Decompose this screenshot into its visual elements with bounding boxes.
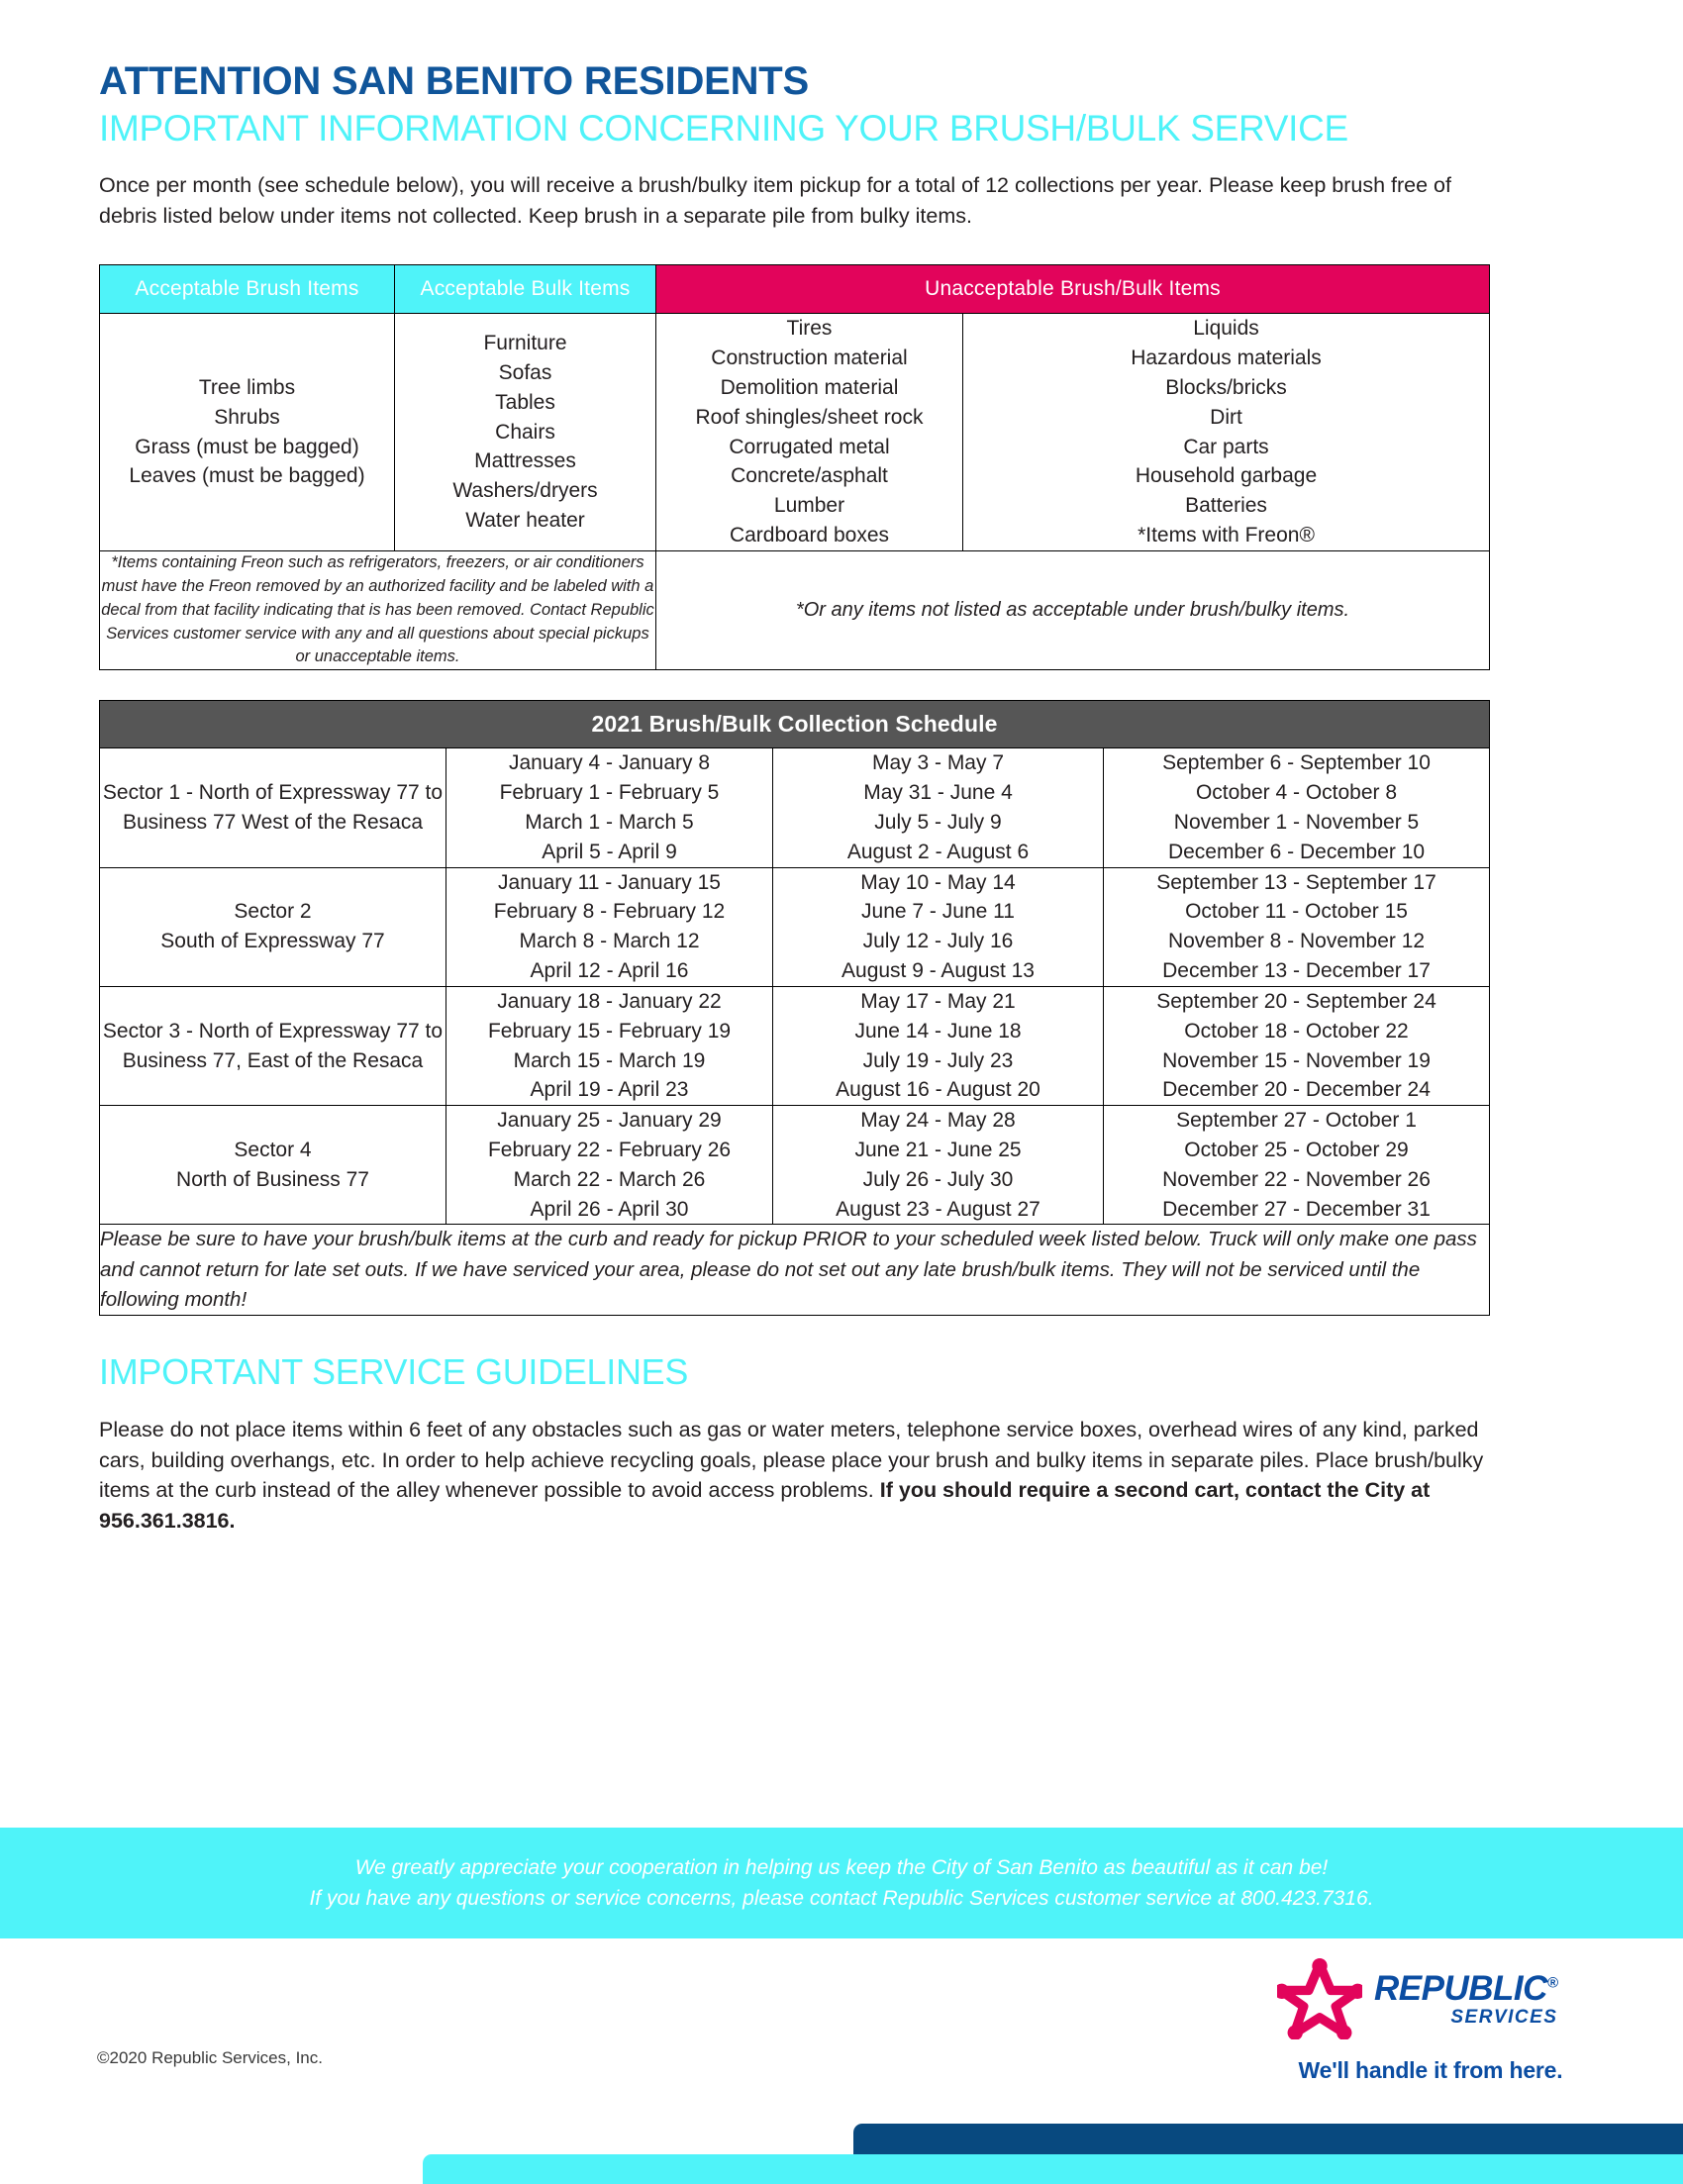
sector-label: Sector 4 North of Business 77 [100, 1106, 446, 1225]
header-acceptable-brush: Acceptable Brush Items [100, 265, 395, 314]
header-unacceptable: Unacceptable Brush/Bulk Items [656, 265, 1490, 314]
sector-dates-q2: May 10 - May 14 June 7 - June 11 July 12 - July 16 August 9 - August 13 [773, 867, 1104, 986]
logo-mark-and-words [1277, 1958, 1584, 2039]
items-header-row [100, 265, 1490, 314]
cell-acceptable-brush: Tree limbs Shrubs Grass (must be bagged) Leaves (must be bagged) [100, 314, 395, 551]
logo-tagline: We'll handle it from here. [1298, 2057, 1563, 2083]
sector-dates-q1: January 11 - January 15 February 8 - February 12 March 8 - March 12 April 12 - April 16 [446, 867, 773, 986]
collection-schedule-table [99, 700, 1490, 1316]
items-body-row [100, 314, 1490, 551]
table-row [100, 867, 1490, 986]
guidelines-title: IMPORTANT SERVICE GUIDELINES [99, 1351, 689, 1393]
table-row [100, 748, 1490, 867]
sector-dates-q3: September 13 - September 17 October 11 - October 15 November 8 - November 12 December 13 - December 17 [1104, 867, 1490, 986]
guidelines-text-bold: If you should require a second cart, contact the City at 956.361.3816. [99, 1478, 1431, 1533]
intro-paragraph: Once per month (see schedule below), you will receive a brush/bulky item pickup for a total of 12 collections per year. Please keep brush free of debris listed below under items not collected. Keep brush in a separate pile from bulky items. [99, 173, 1451, 228]
logo-services-text: SERVICES [1450, 2007, 1558, 2028]
sector-label: Sector 1 - North of Expressway 77 to Business 77 West of the Resaca [100, 748, 446, 867]
document-content [99, 59, 1588, 1557]
guidelines-body [99, 1415, 1525, 1536]
republic-star-icon [1277, 1958, 1362, 2039]
appreciation-banner [0, 1828, 1683, 1938]
bottom-bar-blue [853, 2124, 1683, 2157]
header-acceptable-bulk: Acceptable Bulk Items [395, 265, 656, 314]
page-title: ATTENTION SAN BENITO RESIDENTS [99, 59, 810, 103]
acceptable-items-table [99, 264, 1490, 670]
sector-dates-q3: September 20 - September 24 October 18 - October 22 November 15 - November 19 December 20 - December 24 [1104, 986, 1490, 1105]
sector-dates-q3: September 27 - October 1 October 25 - October 29 November 22 - November 26 December 27 - December 31 [1104, 1106, 1490, 1225]
registered-mark-icon: ® [1546, 1974, 1558, 1992]
table-row [100, 986, 1490, 1105]
sector-dates-q1: January 18 - January 22 February 15 - February 19 March 15 - March 19 April 19 - April 23 [446, 986, 773, 1105]
bottom-bar-cyan [423, 2154, 1683, 2184]
cell-acceptable-bulk: Furniture Sofas Tables Chairs Mattresses Washers/dryers Water heater [395, 314, 656, 551]
sector-label: Sector 3 - North of Expressway 77 to Business 77, East of the Resaca [100, 986, 446, 1105]
guidelines-text-normal: Please do not place items within 6 feet of any obstacles such as gas or water meters, telephone service boxes, overhead wires of any kind, parked cars, building overhangs, etc. In order to help achieve recycling goals, please place your brush and bulky items in separate piles. Place brush/bulky items at the curb instead of the alley whenever possible to avoid access problems. [99, 1418, 1484, 1503]
banner-line-2: If you have any questions or service concerns, please contact Republic Services customer service at 800.423.7316. [309, 1887, 1374, 1910]
copyright-text: ©2020 Republic Services, Inc. [97, 2048, 323, 2067]
sector-dates-q2: May 24 - May 28 June 21 - June 25 July 26 - July 30 August 23 - August 27 [773, 1106, 1104, 1225]
banner-line-1: We greatly appreciate your cooperation in helping us keep the City of San Benito as beautiful as it can be! [354, 1855, 1329, 1879]
logo-republic-label: REPUBLIC [1374, 1969, 1547, 2008]
logo-republic-text [1374, 1971, 1557, 2006]
schedule-title-row [100, 701, 1490, 748]
cell-unacceptable-left: Tires Construction material Demolition material Roof shingles/sheet rock Corrugated metal Concrete/asphalt Lumber Cardboard boxes [656, 314, 963, 551]
sector-dates-q2: May 3 - May 7 May 31 - June 4 July 5 - July 9 August 2 - August 6 [773, 748, 1104, 867]
logo-wordmark [1374, 1971, 1557, 2027]
table-row [100, 1106, 1490, 1225]
schedule-note-row [100, 1225, 1490, 1316]
republic-services-logo [1277, 1958, 1584, 2107]
sector-dates-q2: May 17 - May 21 June 14 - June 18 July 19 - July 23 August 16 - August 20 [773, 986, 1104, 1105]
sector-label: Sector 2 South of Expressway 77 [100, 867, 446, 986]
sector-dates-q1: January 4 - January 8 February 1 - February 5 March 1 - March 5 April 5 - April 9 [446, 748, 773, 867]
sector-dates-q1: January 25 - January 29 February 22 - February 26 March 22 - March 26 April 26 - April 30 [446, 1106, 773, 1225]
footnote-freon: *Items containing Freon such as refrigerators, freezers, or air conditioners must have the Freon removed by an authorized facility and be labeled with a decal from that facility indicating that is has been removed. Contact Republic Services customer service with any and all questions about special pickups or unacceptable items. [100, 550, 656, 670]
items-footnote-row [100, 550, 1490, 670]
schedule-note: Please be sure to have your brush/bulk items at the curb and ready for pickup PRIOR to your scheduled week listed below. Truck will only make one pass and cannot return for late set outs. If we have serviced your area, please do not set out any late brush/bulk items. They will not be serviced until the following month! [100, 1225, 1490, 1316]
schedule-title: 2021 Brush/Bulk Collection Schedule [100, 701, 1490, 748]
footnote-other: *Or any items not listed as acceptable under brush/bulky items. [656, 550, 1490, 670]
cell-unacceptable-right: Liquids Hazardous materials Blocks/bricks Dirt Car parts Household garbage Batteries *Items with Freon® [963, 314, 1490, 551]
page-subtitle: IMPORTANT INFORMATION CONCERNING YOUR BRUSH/BULK SERVICE [99, 107, 1348, 149]
sector-dates-q3: September 6 - September 10 October 4 - October 8 November 1 - November 5 December 6 - December 10 [1104, 748, 1490, 867]
